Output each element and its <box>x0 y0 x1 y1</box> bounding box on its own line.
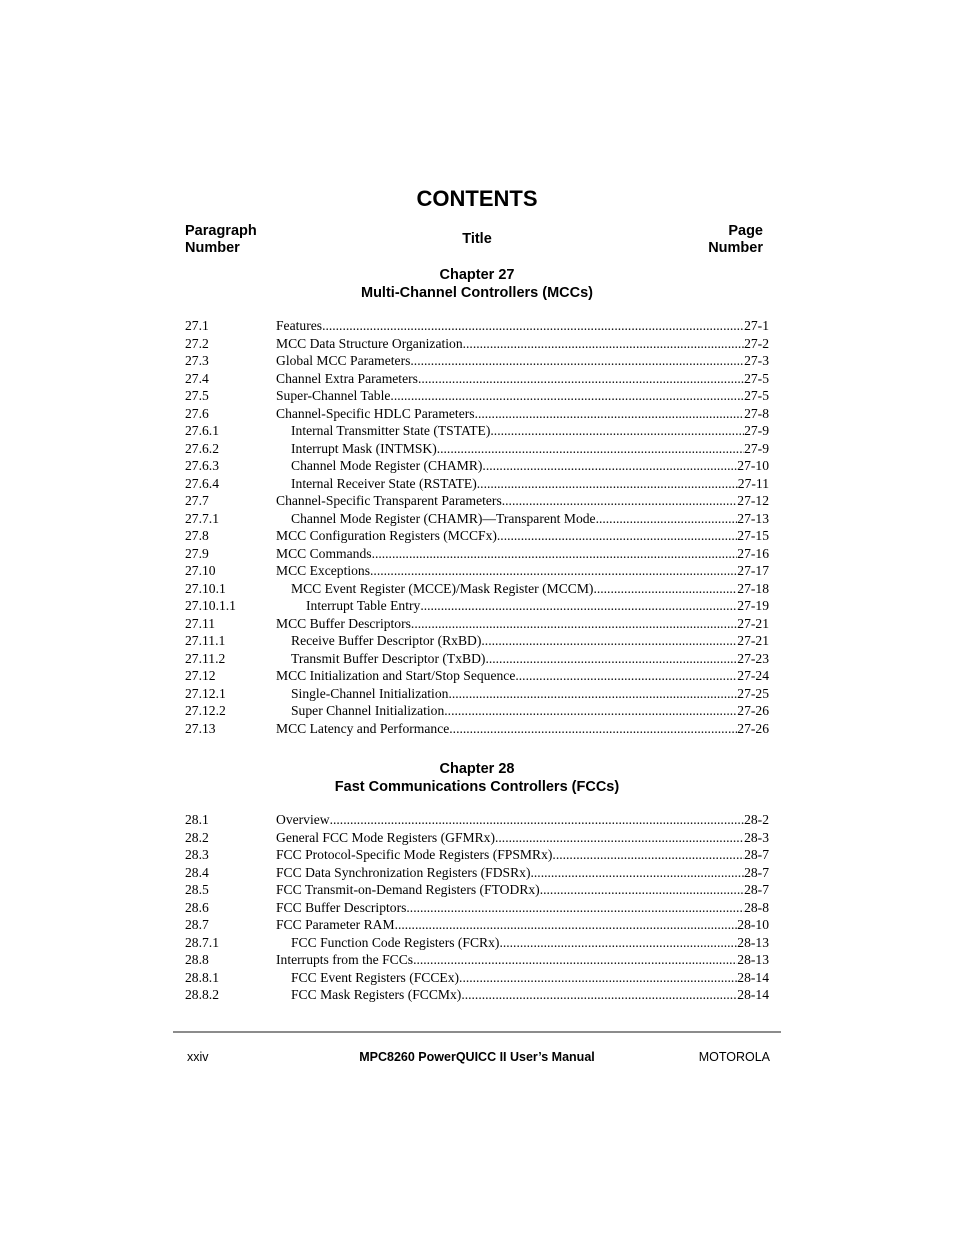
toc-dot-leader <box>437 440 744 458</box>
toc-entry-body <box>276 352 769 370</box>
toc-page-number: 27-12 <box>737 493 769 508</box>
toc-paragraph-number: 28.8.2 <box>185 987 219 1002</box>
toc-entry-body <box>276 492 769 510</box>
toc-paragraph-number: 27.13 <box>185 720 216 736</box>
toc-dot-leader <box>413 951 737 969</box>
toc-paragraph-number: 27.10.1 <box>185 580 226 596</box>
toc-dot-leader <box>322 317 744 335</box>
toc-list-chapter-28 <box>185 811 769 1004</box>
toc-dot-leader <box>593 580 737 598</box>
toc-entry[interactable] <box>185 352 769 370</box>
toc-dot-leader <box>372 545 738 563</box>
toc-paragraph-number: 28.3 <box>185 847 209 862</box>
toc-entry-body <box>276 440 769 458</box>
toc-title: MCC Exceptions <box>276 563 371 578</box>
toc-page-number: 28-10 <box>737 917 769 932</box>
toc-entry-body <box>276 986 769 1004</box>
toc-page-number: 27-13 <box>737 510 769 526</box>
toc-paragraph-number: 27.6.2 <box>185 440 219 456</box>
toc-title: FCC Function Code Registers (FCRx) <box>291 934 500 950</box>
toc-entry[interactable] <box>185 934 769 952</box>
toc-dot-leader <box>330 811 744 829</box>
toc-paragraph-number: 27.1 <box>185 318 209 333</box>
toc-page-number: 27-23 <box>737 650 769 666</box>
toc-page-number: 28-8 <box>744 899 769 915</box>
toc-dot-leader <box>531 864 745 882</box>
toc-page-number: 28-7 <box>744 882 769 897</box>
toc-title: Global MCC Parameters <box>276 353 411 368</box>
toc-title: MCC Latency and Performance <box>276 720 450 736</box>
footer-page-number: xxiv <box>187 1050 209 1064</box>
toc-entry-body <box>276 667 769 685</box>
toc-page-number: 27-9 <box>744 423 769 438</box>
toc-entry[interactable] <box>185 615 769 633</box>
toc-dot-leader <box>418 370 744 388</box>
toc-page-number: 27-3 <box>744 353 769 368</box>
toc-page-number: 28-2 <box>744 812 769 827</box>
toc-dot-leader <box>540 881 744 899</box>
toc-page-number: 27-9 <box>744 440 769 456</box>
toc-entry-body <box>276 580 769 598</box>
toc-title: MCC Event Register (MCCE)/Mask Register (MCCM) <box>291 580 594 596</box>
toc-dot-leader <box>596 510 738 528</box>
toc-paragraph-number: 28.7.1 <box>185 934 219 950</box>
toc-paragraph-number: 27.9 <box>185 545 209 561</box>
toc-entry-body <box>276 475 769 493</box>
toc-entry[interactable] <box>185 527 769 545</box>
toc-page-number: 27-5 <box>744 388 769 403</box>
toc-paragraph-number: 27.11.2 <box>185 650 226 666</box>
toc-page-number: 27-21 <box>737 615 769 631</box>
toc-paragraph-number: 27.11.1 <box>185 633 226 648</box>
toc-entry[interactable] <box>185 370 769 388</box>
toc-page-number: 28-14 <box>737 987 769 1002</box>
toc-title: MCC Initialization and Start/Stop Sequence <box>276 668 516 683</box>
toc-entry-body <box>276 527 769 545</box>
toc-entry-body <box>276 370 769 388</box>
toc-entry[interactable] <box>185 335 769 353</box>
toc-entry-body <box>276 934 769 952</box>
toc-title: Transmit Buffer Descriptor (TxBD) <box>291 650 486 666</box>
toc-title: MCC Configuration Registers (MCCFx) <box>276 528 497 543</box>
toc-dot-leader <box>449 720 737 738</box>
toc-dot-leader <box>499 934 737 952</box>
toc-entry-body <box>276 720 769 738</box>
toc-title: FCC Buffer Descriptors <box>276 899 407 915</box>
toc-title: Single-Channel Initialization <box>291 685 449 701</box>
toc-paragraph-number: 27.12 <box>185 668 216 683</box>
column-header-page-number <box>708 223 763 257</box>
toc-title: Super Channel Initialization <box>291 703 445 718</box>
toc-entry-body <box>276 387 769 405</box>
toc-page-number: 27-10 <box>737 458 769 473</box>
toc-entry[interactable] <box>185 829 769 847</box>
toc-entry-body <box>276 510 769 528</box>
toc-entry-body <box>276 597 769 615</box>
toc-entry-body <box>276 864 769 882</box>
toc-entry-body <box>276 317 769 335</box>
toc-entry-body <box>276 969 769 987</box>
toc-entry[interactable] <box>185 317 769 335</box>
column-header-paragraph-label: Paragraph Number <box>185 223 257 256</box>
toc-title: Super-Channel Table <box>276 388 391 403</box>
toc-paragraph-number: 28.5 <box>185 882 209 897</box>
toc-entry[interactable] <box>185 650 769 668</box>
toc-title: FCC Protocol-Specific Mode Registers (FPSMRx) <box>276 847 553 862</box>
toc-title: Channel Mode Register (CHAMR)—Transparent Mode <box>291 510 596 526</box>
toc-dot-leader <box>420 597 737 615</box>
toc-paragraph-number: 27.6.1 <box>185 423 219 438</box>
toc-paragraph-number: 28.1 <box>185 812 209 827</box>
toc-paragraph-number: 28.8 <box>185 952 209 967</box>
toc-entry[interactable] <box>185 702 769 720</box>
toc-entry[interactable] <box>185 881 769 899</box>
toc-page-number: 27-26 <box>737 720 769 736</box>
chapter-28-heading <box>0 760 954 796</box>
chapter-label: Chapter 27 <box>439 267 515 283</box>
toc-entry[interactable] <box>185 422 769 440</box>
toc-title: FCC Mask Registers (FCCMx) <box>291 987 462 1002</box>
toc-entry-body <box>276 951 769 969</box>
toc-entry[interactable] <box>185 510 769 528</box>
toc-entry[interactable] <box>185 899 769 917</box>
toc-title: Features <box>276 318 323 333</box>
toc-entry-body <box>276 405 769 423</box>
toc-page-number: 27-18 <box>737 580 769 596</box>
toc-title: FCC Data Synchronization Registers (FDSRx) <box>276 864 531 880</box>
toc-page-number: 27-24 <box>737 668 769 683</box>
toc-paragraph-number: 27.11 <box>185 615 216 631</box>
toc-dot-leader <box>461 986 737 1004</box>
toc-dot-leader <box>390 387 744 405</box>
footer-company: MOTOROLA <box>698 1050 770 1064</box>
toc-page-number: 27-1 <box>744 318 769 333</box>
toc-paragraph-number: 27.6 <box>185 405 209 421</box>
toc-entry[interactable] <box>185 475 769 493</box>
toc-dot-leader <box>475 405 745 423</box>
toc-dot-leader <box>485 650 737 668</box>
toc-entry[interactable] <box>185 457 769 475</box>
toc-entry[interactable] <box>185 986 769 1004</box>
toc-entry-body <box>276 457 769 475</box>
toc-paragraph-number: 27.6.4 <box>185 475 219 491</box>
toc-dot-leader <box>448 685 737 703</box>
toc-page-number: 27-25 <box>737 685 769 701</box>
toc-entry[interactable] <box>185 440 769 458</box>
toc-page-number: 27-19 <box>737 598 769 613</box>
toc-entry[interactable] <box>185 811 769 829</box>
chapter-27-heading <box>0 266 954 302</box>
toc-dot-leader <box>552 846 744 864</box>
toc-title: FCC Parameter RAM <box>276 917 395 932</box>
toc-entry-body <box>276 545 769 563</box>
toc-title: FCC Event Registers (FCCEx) <box>291 969 460 985</box>
toc-dot-leader <box>370 562 737 580</box>
toc-page-number: 28-14 <box>737 969 769 985</box>
toc-paragraph-number: 27.8 <box>185 528 209 543</box>
toc-paragraph-number: 28.7 <box>185 917 209 932</box>
toc-entry-body <box>276 615 769 633</box>
toc-paragraph-number: 27.12.1 <box>185 685 226 701</box>
toc-entry-body <box>276 881 769 899</box>
toc-dot-leader <box>515 667 737 685</box>
toc-page-number: 28-7 <box>744 864 769 880</box>
toc-dot-leader <box>490 422 744 440</box>
toc-entry[interactable] <box>185 405 769 423</box>
toc-dot-leader <box>395 916 738 934</box>
page-title: CONTENTS <box>416 186 538 211</box>
toc-entry-body <box>276 702 769 720</box>
toc-entry[interactable] <box>185 545 769 563</box>
toc-entry[interactable] <box>185 685 769 703</box>
toc-page-number: 27-16 <box>737 545 769 561</box>
toc-page-number: 27-26 <box>737 703 769 718</box>
toc-entry[interactable] <box>185 562 769 580</box>
toc-entry-body <box>276 632 769 650</box>
toc-entry-body <box>276 335 769 353</box>
toc-title: Interrupts from the FCCs <box>276 952 414 967</box>
toc-paragraph-number: 27.10.1.1 <box>185 598 236 613</box>
toc-paragraph-number: 27.12.2 <box>185 703 226 718</box>
toc-entry[interactable] <box>185 916 769 934</box>
toc-title: MCC Buffer Descriptors <box>276 615 411 631</box>
toc-entry-body <box>276 650 769 668</box>
toc-title: Internal Receiver State (RSTATE) <box>291 475 477 491</box>
toc-dot-leader <box>495 829 744 847</box>
toc-entry[interactable] <box>185 720 769 738</box>
toc-paragraph-number: 28.6 <box>185 899 209 915</box>
toc-paragraph-number: 27.3 <box>185 353 209 368</box>
toc-title: MCC Commands <box>276 545 372 561</box>
toc-entry-body <box>276 685 769 703</box>
toc-entry-body <box>276 829 769 847</box>
toc-title: Channel-Specific Transparent Parameters <box>276 493 502 508</box>
toc-paragraph-number: 27.4 <box>185 370 209 386</box>
toc-entry[interactable] <box>185 969 769 987</box>
toc-title: Overview <box>276 812 330 827</box>
toc-page-number: 27-15 <box>737 528 769 543</box>
chapter-label: Chapter 28 <box>439 761 515 777</box>
toc-title: Interrupt Table Entry <box>306 598 421 613</box>
column-header-page-label: Page Number <box>708 223 763 256</box>
toc-title: Channel Mode Register (CHAMR) <box>291 458 483 473</box>
toc-page-number: 27-2 <box>744 335 769 351</box>
toc-entry-body <box>276 846 769 864</box>
toc-title: Channel Extra Parameters <box>276 370 418 386</box>
toc-dot-leader <box>477 475 738 493</box>
toc-page-number: 28-13 <box>737 952 769 967</box>
toc-dot-leader <box>463 335 744 353</box>
toc-dot-leader <box>410 352 744 370</box>
toc-paragraph-number: 27.2 <box>185 335 209 351</box>
toc-dot-leader <box>411 615 737 633</box>
toc-list-chapter-27 <box>185 317 769 737</box>
toc-entry[interactable] <box>185 864 769 882</box>
toc-paragraph-number: 27.7 <box>185 493 209 508</box>
toc-title: Interrupt Mask (INTMSK) <box>291 440 437 456</box>
footer-manual-title: MPC8260 PowerQUICC II User’s Manual <box>359 1050 595 1064</box>
toc-dot-leader <box>459 969 737 987</box>
toc-entry-body <box>276 422 769 440</box>
toc-paragraph-number: 27.7.1 <box>185 510 219 526</box>
toc-entry[interactable] <box>185 492 769 510</box>
toc-entry[interactable] <box>185 667 769 685</box>
toc-paragraph-number: 27.6.3 <box>185 458 219 473</box>
toc-dot-leader <box>481 632 737 650</box>
toc-page-number: 27-8 <box>744 405 769 421</box>
toc-title: FCC Transmit-on-Demand Registers (FTODRx) <box>276 882 540 897</box>
toc-page-number: 27-21 <box>737 633 769 648</box>
toc-page-number: 28-13 <box>737 934 769 950</box>
toc-page-number: 28-7 <box>744 847 769 862</box>
toc-entry-body <box>276 562 769 580</box>
toc-dot-leader <box>444 702 737 720</box>
toc-title: Internal Transmitter State (TSTATE) <box>291 423 491 438</box>
toc-page-number: 28-3 <box>744 829 769 845</box>
toc-entry[interactable] <box>185 387 769 405</box>
toc-entry[interactable] <box>185 580 769 598</box>
toc-entry[interactable] <box>185 597 769 615</box>
chapter-name: Multi-Channel Controllers (MCCs) <box>361 285 593 301</box>
toc-title: General FCC Mode Registers (GFMRx) <box>276 829 495 845</box>
toc-dot-leader <box>406 899 744 917</box>
toc-dot-leader <box>482 457 737 475</box>
footer-divider <box>173 1031 781 1033</box>
toc-title: MCC Data Structure Organization <box>276 335 463 351</box>
toc-paragraph-number: 27.10 <box>185 563 216 578</box>
toc-entry[interactable] <box>185 632 769 650</box>
toc-title: Channel-Specific HDLC Parameters <box>276 405 475 421</box>
toc-dot-leader <box>497 527 737 545</box>
toc-page-number: 27-17 <box>737 563 769 578</box>
toc-entry[interactable] <box>185 951 769 969</box>
toc-entry-body <box>276 899 769 917</box>
toc-entry[interactable] <box>185 846 769 864</box>
chapter-name: Fast Communications Controllers (FCCs) <box>334 779 620 795</box>
toc-title: Receive Buffer Descriptor (RxBD) <box>291 633 482 648</box>
toc-page-number: 27-5 <box>744 370 769 386</box>
toc-paragraph-number: 27.5 <box>185 388 209 403</box>
toc-entry-body <box>276 916 769 934</box>
toc-paragraph-number: 28.4 <box>185 864 209 880</box>
toc-page-number: 27-11 <box>737 475 769 491</box>
toc-paragraph-number: 28.8.1 <box>185 969 219 985</box>
toc-entry-body <box>276 811 769 829</box>
toc-dot-leader <box>502 492 738 510</box>
toc-paragraph-number: 28.2 <box>185 829 209 845</box>
column-header-title: Title <box>462 231 492 247</box>
